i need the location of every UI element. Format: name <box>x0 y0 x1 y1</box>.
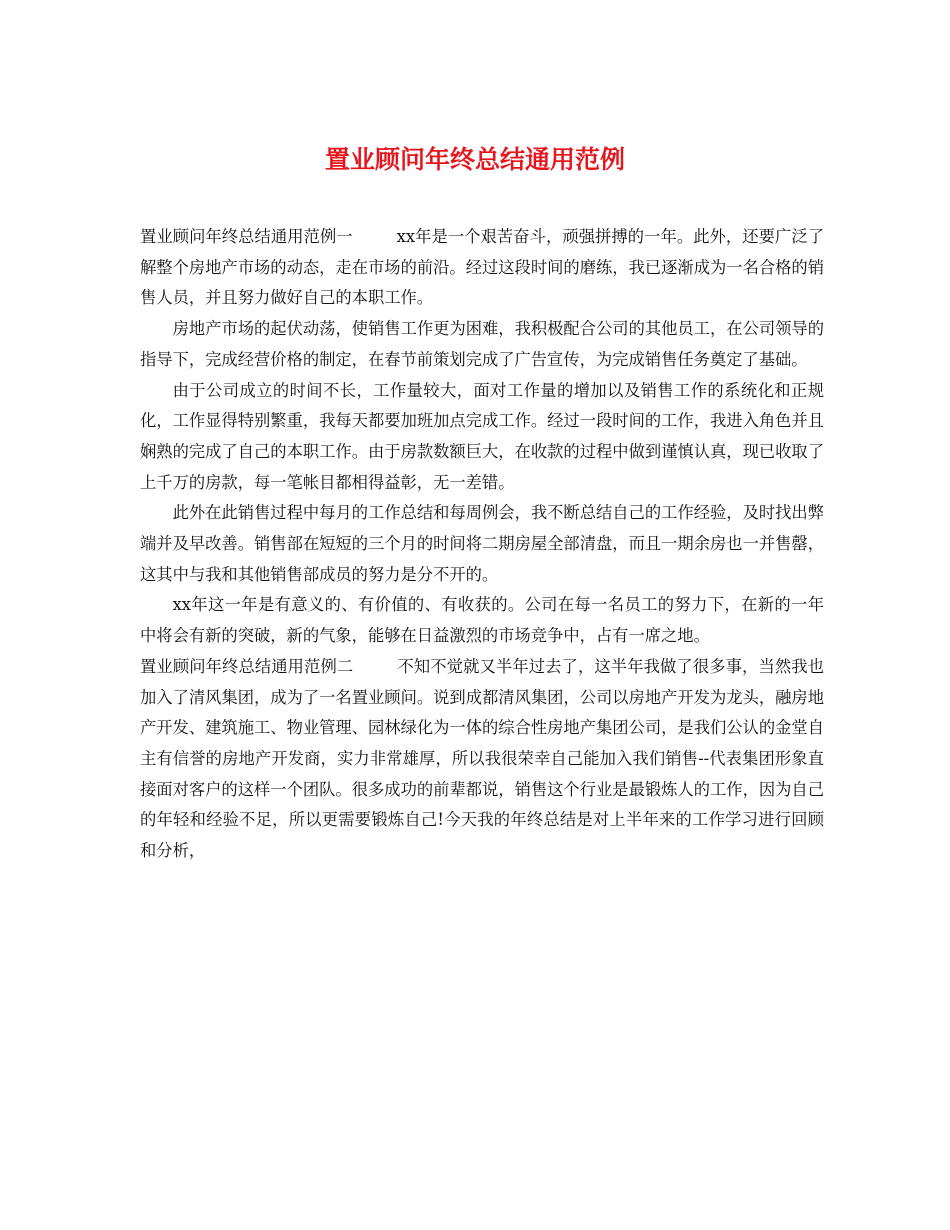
document-title: 置业顾问年终总结通用范例 <box>324 145 625 174</box>
section-heading-2: 置业顾问年终总结通用范例二 <box>140 656 354 676</box>
paragraph-3 <box>140 376 824 499</box>
paragraph-4 <box>140 498 824 590</box>
paragraph-5 <box>140 590 824 651</box>
paragraph-text: 房地产市场的起伏动荡，使销售工作更为困难，我积极配合公司的其他员工，在公司领导的指导下，完成经营价格的制定，在春节前策划完成了广告宣传，为完成销售任务奠定了基础。 <box>140 319 824 369</box>
paragraph-text: xx年是一个艰苦奋斗，顽强拼搏的一年。此外，还要广泛了解整个房地产市场的动态，走在市场的前沿。经过这段时间的磨练，我已逐渐成为一名合格的销售人员，并且努力做好自己的本职工作。 <box>140 227 824 308</box>
paragraph-6 <box>140 652 824 867</box>
paragraph-text: xx年这一年是有意义的、有价值的、有收获的。公司在每一名员工的努力下，在新的一年中将会有新的突破，新的气象，能够在日益激烈的市场竞争中，占有一席之地。 <box>140 595 824 646</box>
paragraph-text: 此外在此销售过程中每月的工作总结和每周例会，我不断总结自己的工作经验，及时找出弊端并及早改善。销售部在短短的三个月的时间将二期房屋全部清盘，而且一期余房也一并售罄，这其中与我和其他销售部成员的努力是分不开的。 <box>140 503 824 584</box>
paragraph-2 <box>140 314 824 375</box>
document-body <box>140 222 824 867</box>
paragraph-text: 不知不觉就又半年过去了，这半年我做了很多事，当然我也加入了清风集团，成为了一名置业顾问。说到成都清风集团，公司以房地产开发为龙头，融房地产开发、建筑施工、物业管理、园林绿化为一体的综合性房地产集团公司，是我们公认的金堂自主有信誉的房地产开发商，实力非常雄厚，所以我很荣幸自己能加入我们销售--代表集团形象直接面对客户的这样一个团队。很多成功的前辈都说，销售这个行业是最锻炼人的工作，因为自己的年轻和经验不足，所以更需要锻炼自己!今天我的年终总结是对上半年来的工作学习进行回顾和分析， <box>140 656 824 861</box>
paragraph-1 <box>140 222 824 314</box>
section-heading-1: 置业顾问年终总结通用范例一 <box>140 227 353 246</box>
paragraph-text: 由于公司成立的时间不长，工作量较大，面对工作量的增加以及销售工作的系统化和正规化，工作显得特别繁重，我每天都要加班加点完成工作。经过一段时间的工作，我进入角色并且娴熟的完成了自己的本职工作。由于房款数额巨大，在收款的过程中做到谨慎认真，现已收取了上千万的房款，每一笔帐目都相得益彰，无一差错。 <box>140 380 824 492</box>
